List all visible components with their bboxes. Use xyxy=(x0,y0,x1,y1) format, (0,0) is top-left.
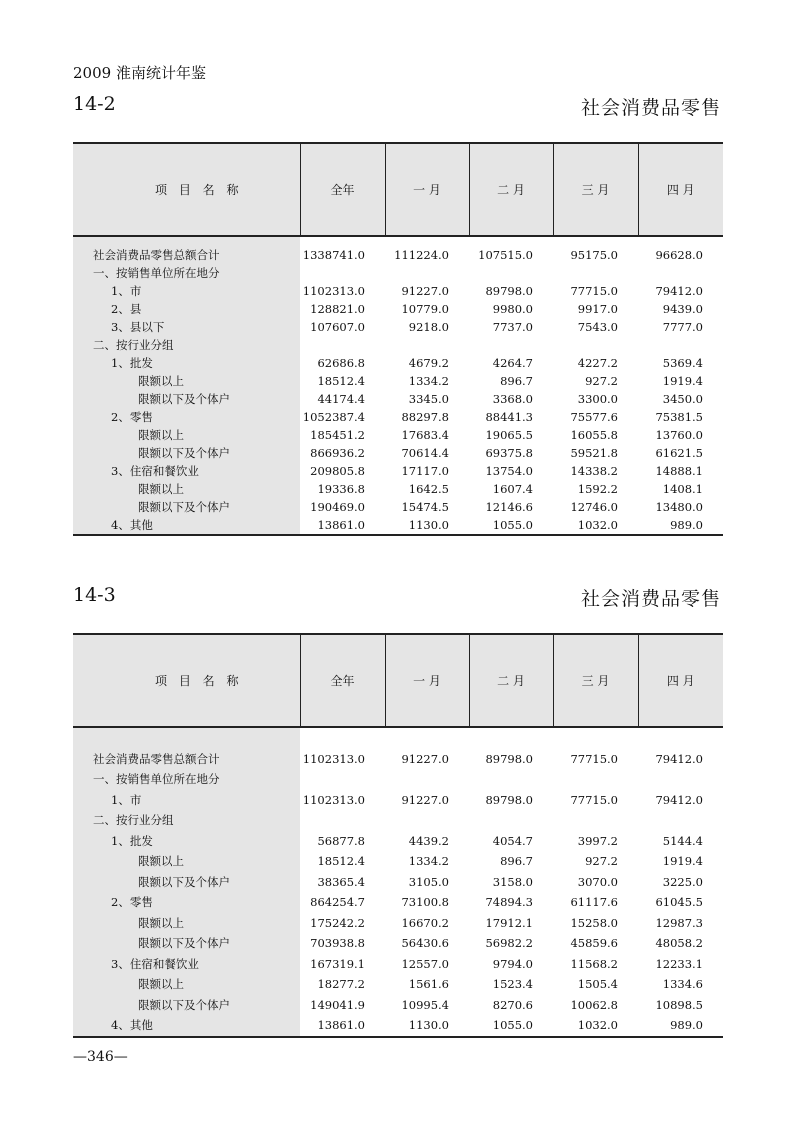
value-cell: 91227.0 xyxy=(401,792,449,807)
value-cell: 1032.0 xyxy=(553,516,638,535)
table-row xyxy=(73,372,723,390)
data-table xyxy=(73,633,723,1038)
value-cell: 91227.0 xyxy=(401,751,449,766)
table-row xyxy=(73,480,723,498)
value-cell: 61045.5 xyxy=(655,895,703,909)
table-row xyxy=(73,408,723,426)
row-label: 限额以上 xyxy=(73,372,300,390)
value-cell: 59521.8 xyxy=(570,446,618,460)
value-cell: 1523.4 xyxy=(492,977,533,991)
value-cell: 38365.4 xyxy=(317,874,365,889)
value-cell: 56430.6 xyxy=(401,936,449,950)
value-cell: 1919.4 xyxy=(662,854,703,868)
value-cell: 4054.7 xyxy=(492,833,533,848)
row-label: 限额以上 xyxy=(73,426,300,444)
table-row xyxy=(73,264,723,282)
row-label: 限额以下及个体户 xyxy=(73,995,300,1016)
value-cell: 12557.0 xyxy=(401,956,449,971)
value-cell: 1055.0 xyxy=(469,1015,553,1037)
value-cell: 185451.2 xyxy=(310,428,365,442)
row-label: 二、按行业分组 xyxy=(73,336,300,354)
table-row xyxy=(73,390,723,408)
value-cell: 1052387.4 xyxy=(302,410,365,424)
value-cell: 7777.0 xyxy=(662,320,703,334)
value-cell xyxy=(638,810,723,831)
table-row xyxy=(73,892,723,913)
value-cell xyxy=(638,264,723,282)
column-header: 三 月 xyxy=(553,634,638,727)
value-cell: 1607.4 xyxy=(492,482,533,496)
value-cell xyxy=(553,264,638,282)
value-cell: 3300.0 xyxy=(577,392,618,406)
value-cell xyxy=(385,264,469,282)
spacer-row xyxy=(73,727,723,749)
value-cell: 14338.2 xyxy=(570,464,618,478)
row-label: 2、县 xyxy=(73,300,300,318)
value-cell: 4679.2 xyxy=(408,356,449,370)
value-cell: 4264.7 xyxy=(492,356,533,370)
column-header: 全年 xyxy=(300,143,385,236)
row-label: 2、零售 xyxy=(73,408,300,426)
value-cell: 89798.0 xyxy=(485,792,533,807)
table-row xyxy=(73,749,723,770)
row-label: 1、批发 xyxy=(73,354,300,372)
row-label: 限额以上 xyxy=(73,480,300,498)
row-label: 3、住宿和餐饮业 xyxy=(73,954,300,975)
value-cell: 1130.0 xyxy=(385,1015,469,1037)
table-row xyxy=(73,1015,723,1037)
value-cell xyxy=(385,810,469,831)
value-cell: 79412.0 xyxy=(655,792,703,807)
value-cell: 10062.8 xyxy=(570,997,618,1012)
row-label: 社会消费品零售总额合计 xyxy=(73,246,300,264)
value-cell: 17912.1 xyxy=(485,915,533,930)
column-header: 全年 xyxy=(300,634,385,727)
value-cell: 13861.0 xyxy=(300,516,385,535)
value-cell: 13480.0 xyxy=(655,500,703,514)
row-label: 2、零售 xyxy=(73,892,300,913)
table-row xyxy=(73,498,723,516)
value-cell: 12233.1 xyxy=(655,956,703,971)
column-header-name: 项 目 名 称 xyxy=(73,634,300,727)
value-cell: 1338741.0 xyxy=(302,248,365,262)
table-header-row xyxy=(73,634,723,727)
value-cell: 88297.8 xyxy=(401,410,449,424)
row-label: 1、市 xyxy=(73,790,300,811)
row-label: 1、市 xyxy=(73,282,300,300)
column-header: 一 月 xyxy=(385,143,469,236)
value-cell: 75381.5 xyxy=(655,410,703,424)
value-cell: 1032.0 xyxy=(553,1015,638,1037)
value-cell: 4227.2 xyxy=(577,356,618,370)
row-label: 社会消费品零售总额合计 xyxy=(73,749,300,770)
table-row xyxy=(73,444,723,462)
value-cell: 896.7 xyxy=(500,854,533,868)
value-cell: 107607.0 xyxy=(310,320,365,334)
row-label: 限额以下及个体户 xyxy=(73,872,300,893)
value-cell xyxy=(553,336,638,354)
column-header: 四 月 xyxy=(638,634,723,727)
value-cell: 3345.0 xyxy=(408,392,449,406)
value-cell: 18512.4 xyxy=(317,374,365,388)
value-cell: 5369.4 xyxy=(662,356,703,370)
value-cell: 89798.0 xyxy=(485,284,533,298)
value-cell: 61621.5 xyxy=(655,446,703,460)
value-cell: 1505.4 xyxy=(577,977,618,991)
table-row xyxy=(73,954,723,975)
value-cell: 79412.0 xyxy=(655,284,703,298)
value-cell xyxy=(469,769,553,790)
value-cell: 62686.8 xyxy=(317,356,365,370)
value-cell: 9439.0 xyxy=(662,302,703,316)
value-cell: 13760.0 xyxy=(655,428,703,442)
value-cell: 91227.0 xyxy=(401,284,449,298)
value-cell: 1102313.0 xyxy=(302,792,365,807)
value-cell: 16670.2 xyxy=(401,915,449,930)
row-label: 限额以下及个体户 xyxy=(73,933,300,954)
value-cell: 3105.0 xyxy=(408,874,449,889)
table-row xyxy=(73,516,723,535)
value-cell xyxy=(469,264,553,282)
value-cell: 77715.0 xyxy=(570,284,618,298)
value-cell: 89798.0 xyxy=(485,751,533,766)
value-cell: 69375.8 xyxy=(485,446,533,460)
value-cell: 927.2 xyxy=(585,374,618,388)
value-cell: 79412.0 xyxy=(655,751,703,766)
column-header-name: 项 目 名 称 xyxy=(73,143,300,236)
data-table xyxy=(73,142,723,536)
value-cell: 5144.4 xyxy=(662,833,703,848)
value-cell: 44174.4 xyxy=(317,392,365,406)
table-row xyxy=(73,462,723,480)
table-row xyxy=(73,790,723,811)
table-row xyxy=(73,851,723,872)
value-cell: 1334.2 xyxy=(408,854,449,868)
value-cell: 4439.2 xyxy=(408,833,449,848)
spacer-row xyxy=(73,236,723,246)
value-cell: 128821.0 xyxy=(310,302,365,316)
value-cell: 3368.0 xyxy=(492,392,533,406)
page-number: —346— xyxy=(73,1049,128,1065)
value-cell: 14888.1 xyxy=(655,464,703,478)
table-row xyxy=(73,995,723,1016)
table-row xyxy=(73,300,723,318)
value-cell: 190469.0 xyxy=(310,500,365,514)
value-cell: 18277.2 xyxy=(317,977,365,991)
value-cell xyxy=(638,769,723,790)
value-cell: 111224.0 xyxy=(394,248,449,262)
row-label: 4、其他 xyxy=(73,516,300,535)
value-cell xyxy=(553,810,638,831)
row-label: 限额以上 xyxy=(73,913,300,934)
value-cell xyxy=(469,336,553,354)
value-cell: 9917.0 xyxy=(577,302,618,316)
value-cell: 1592.2 xyxy=(577,482,618,496)
value-cell: 9794.0 xyxy=(492,956,533,971)
value-cell: 149041.9 xyxy=(310,997,365,1012)
value-cell: 1334.2 xyxy=(408,374,449,388)
table-row xyxy=(73,810,723,831)
value-cell: 3225.0 xyxy=(662,874,703,889)
table-row xyxy=(73,426,723,444)
row-label: 二、按行业分组 xyxy=(73,810,300,831)
table-row xyxy=(73,354,723,372)
value-cell: 12987.3 xyxy=(655,915,703,930)
row-label: 限额以下及个体户 xyxy=(73,390,300,408)
row-label: 3、住宿和餐饮业 xyxy=(73,462,300,480)
value-cell: 1102313.0 xyxy=(302,751,365,766)
value-cell: 13754.0 xyxy=(485,464,533,478)
column-header: 一 月 xyxy=(385,634,469,727)
row-label: 限额以上 xyxy=(73,974,300,995)
value-cell: 45859.6 xyxy=(570,936,618,950)
table-row xyxy=(73,336,723,354)
value-cell: 13861.0 xyxy=(300,1015,385,1037)
value-cell: 18512.4 xyxy=(317,854,365,868)
value-cell: 1561.6 xyxy=(408,977,449,991)
value-cell: 3158.0 xyxy=(492,874,533,889)
value-cell: 1334.6 xyxy=(662,977,703,991)
table-row xyxy=(73,974,723,995)
value-cell: 9980.0 xyxy=(492,302,533,316)
row-label: 限额以下及个体户 xyxy=(73,444,300,462)
row-label: 一、按销售单位所在地分 xyxy=(73,769,300,790)
value-cell: 19336.8 xyxy=(317,482,365,496)
value-cell xyxy=(638,336,723,354)
value-cell: 15258.0 xyxy=(570,915,618,930)
value-cell: 1055.0 xyxy=(469,516,553,535)
value-cell: 3997.2 xyxy=(577,833,618,848)
value-cell: 175242.2 xyxy=(310,915,365,930)
value-cell: 19065.5 xyxy=(485,428,533,442)
table-code: 14-2 xyxy=(73,93,116,115)
value-cell: 75577.6 xyxy=(570,410,618,424)
value-cell: 15474.5 xyxy=(401,500,449,514)
row-label: 一、按销售单位所在地分 xyxy=(73,264,300,282)
value-cell: 17683.4 xyxy=(401,428,449,442)
value-cell: 73100.8 xyxy=(401,895,449,909)
value-cell: 95175.0 xyxy=(570,248,618,262)
value-cell: 9218.0 xyxy=(408,320,449,334)
value-cell: 167319.1 xyxy=(310,956,365,971)
table-row xyxy=(73,246,723,264)
value-cell: 70614.4 xyxy=(401,446,449,460)
row-label: 4、其他 xyxy=(73,1015,300,1037)
value-cell xyxy=(553,769,638,790)
value-cell: 896.7 xyxy=(500,374,533,388)
value-cell: 703938.8 xyxy=(310,936,365,950)
value-cell: 12746.0 xyxy=(570,500,618,514)
table-row xyxy=(73,769,723,790)
row-label: 限额以下及个体户 xyxy=(73,498,300,516)
value-cell: 7737.0 xyxy=(492,320,533,334)
value-cell: 209805.8 xyxy=(310,464,365,478)
row-label: 3、县以下 xyxy=(73,318,300,336)
value-cell xyxy=(385,336,469,354)
value-cell xyxy=(300,810,385,831)
value-cell: 989.0 xyxy=(638,1015,723,1037)
column-header: 二 月 xyxy=(469,634,553,727)
column-header: 三 月 xyxy=(553,143,638,236)
value-cell: 1919.4 xyxy=(662,374,703,388)
value-cell: 96628.0 xyxy=(655,248,703,262)
column-header: 四 月 xyxy=(638,143,723,236)
value-cell: 56877.8 xyxy=(317,833,365,848)
value-cell: 12146.6 xyxy=(485,500,533,514)
table-row xyxy=(73,831,723,852)
value-cell: 56982.2 xyxy=(485,936,533,950)
table-title: 社会消费品零售 xyxy=(580,97,721,119)
value-cell: 8270.6 xyxy=(492,997,533,1012)
yearbook-title: 2009 淮南统计年鉴 xyxy=(73,64,206,82)
column-header: 二 月 xyxy=(469,143,553,236)
value-cell: 88441.3 xyxy=(485,410,533,424)
value-cell: 3450.0 xyxy=(662,392,703,406)
value-cell: 3070.0 xyxy=(577,874,618,889)
value-cell: 107515.0 xyxy=(478,248,533,262)
value-cell: 77715.0 xyxy=(570,792,618,807)
value-cell: 1408.1 xyxy=(662,482,703,496)
value-cell: 1102313.0 xyxy=(302,284,365,298)
value-cell: 61117.6 xyxy=(570,895,618,909)
value-cell: 7543.0 xyxy=(577,320,618,334)
row-label: 限额以上 xyxy=(73,851,300,872)
row-label: 1、批发 xyxy=(73,831,300,852)
value-cell: 10898.5 xyxy=(655,997,703,1012)
value-cell: 77715.0 xyxy=(570,751,618,766)
value-cell: 11568.2 xyxy=(570,956,618,971)
value-cell: 989.0 xyxy=(638,516,723,535)
value-cell: 10779.0 xyxy=(401,302,449,316)
value-cell: 927.2 xyxy=(585,854,618,868)
value-cell xyxy=(385,769,469,790)
value-cell: 864254.7 xyxy=(310,895,365,909)
value-cell: 17117.0 xyxy=(401,464,449,478)
table-row xyxy=(73,913,723,934)
value-cell: 48058.2 xyxy=(655,936,703,950)
value-cell: 866936.2 xyxy=(310,446,365,460)
table-title: 社会消费品零售 xyxy=(580,588,721,610)
table-row xyxy=(73,933,723,954)
value-cell xyxy=(300,336,385,354)
value-cell: 1130.0 xyxy=(385,516,469,535)
table-row xyxy=(73,872,723,893)
table-row xyxy=(73,282,723,300)
value-cell: 1642.5 xyxy=(408,482,449,496)
table-header-row xyxy=(73,143,723,236)
value-cell xyxy=(469,810,553,831)
table-row xyxy=(73,318,723,336)
value-cell: 74894.3 xyxy=(485,895,533,909)
value-cell: 10995.4 xyxy=(401,997,449,1012)
value-cell xyxy=(300,769,385,790)
value-cell: 16055.8 xyxy=(570,428,618,442)
value-cell xyxy=(300,264,385,282)
table-code: 14-3 xyxy=(73,584,116,606)
